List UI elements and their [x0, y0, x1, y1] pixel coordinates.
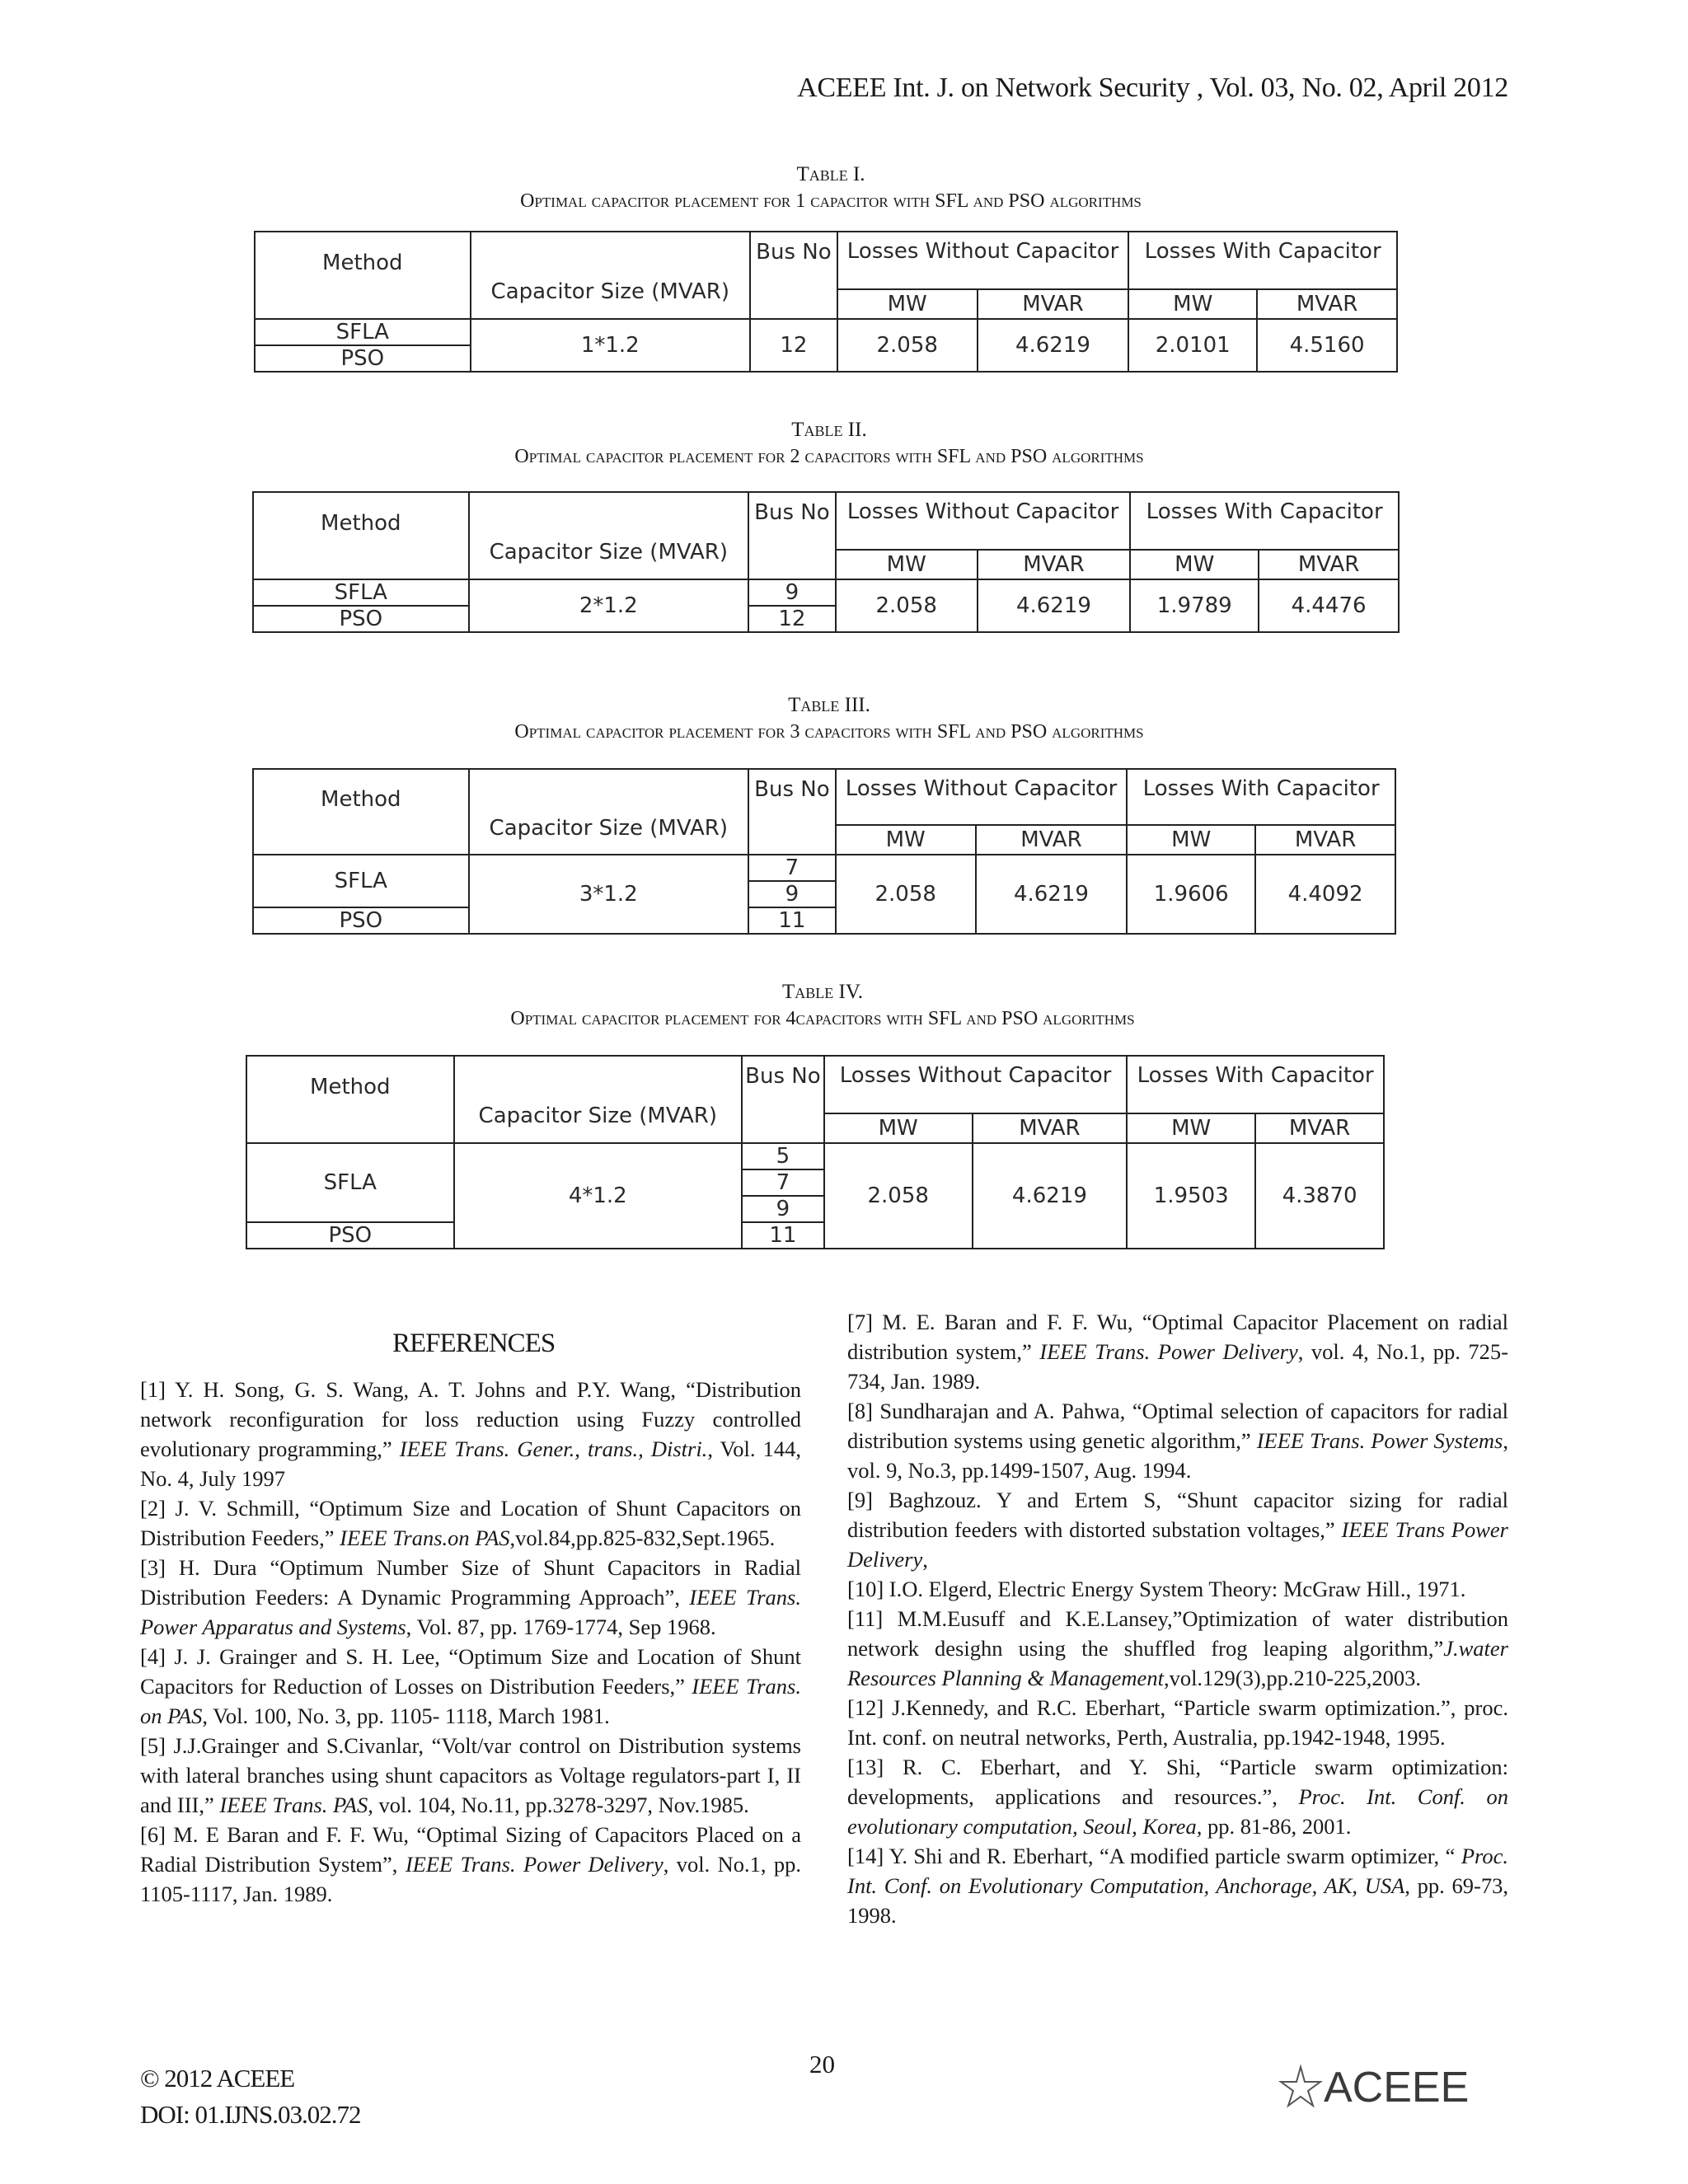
reference-text: [1] Y. H. Song, G. S. Wang, A. T. Johns and P.Y. Wang, “Distribution network reconfiguration for loss reduction using Fuzzy controlled evolutionary programming,”	[140, 1377, 801, 1461]
bus-no-cell: 12	[750, 319, 837, 372]
losses-with-header: Losses With Capacitor	[1128, 232, 1397, 289]
with-mvar-cell: 4.4092	[1255, 855, 1395, 934]
table-caption	[5, 417, 1653, 470]
reference-italic: IEEE Trans. Gener., trans., Distri.	[399, 1436, 708, 1461]
method-cell: PSO	[253, 907, 469, 934]
losses-with-header: Losses With Capacitor	[1127, 769, 1395, 825]
header-row	[253, 769, 1395, 825]
mw-header: MW	[836, 825, 976, 855]
reference-text: [14] Y. Shi and R. Eberhart, “A modified particle swarm optimizer, “	[847, 1844, 1461, 1868]
table-label: Table III.	[788, 694, 870, 716]
aceee-logo	[1276, 2060, 1511, 2110]
reference-text: , vol. 9, No.3, pp.1499-1507, Aug. 1994.	[847, 1428, 1508, 1483]
table-caption	[0, 979, 1647, 1032]
method-cell: SFLA	[253, 579, 469, 606]
reference-item	[140, 1820, 801, 1909]
mvar-header: MVAR	[1255, 1113, 1384, 1143]
page-number: 20	[809, 2050, 835, 2079]
header-row	[255, 232, 1397, 289]
reference-item	[140, 1375, 801, 1493]
reference-text: [13] R. C. Eberhart, and Y. Shi, “Particle swarm optimization: developments, applications and resources.”,	[847, 1755, 1508, 1809]
reference-italic: IEEE Trans. Power Systems	[1256, 1428, 1503, 1453]
mw-header: MW	[824, 1113, 973, 1143]
mw-header: MW	[1127, 1113, 1255, 1143]
reference-item	[847, 1604, 1508, 1693]
results-table	[254, 231, 1398, 373]
without-mw-cell: 2.058	[837, 319, 978, 372]
without-mw-cell: 2.058	[836, 855, 976, 934]
with-mw-cell: 1.9606	[1127, 855, 1255, 934]
reference-item	[140, 1553, 801, 1642]
without-mw-cell: 2.058	[836, 579, 978, 632]
without-mvar-cell: 4.6219	[973, 1143, 1128, 1249]
reference-italic: IEEE Trans Power Delivery	[847, 1517, 1508, 1572]
reference-item	[847, 1693, 1508, 1752]
table-label: Table I.	[796, 163, 865, 185]
mw-header: MW	[1130, 550, 1259, 579]
reference-italic: IEEE Trans. Power Delivery	[1039, 1339, 1298, 1364]
reference-item	[140, 1493, 801, 1553]
bus-no-cell: 7	[748, 855, 836, 881]
reference-item	[847, 1574, 1508, 1604]
capacitor-size-header: Capacitor Size (MVAR)	[469, 492, 748, 579]
star-icon	[1281, 2067, 1320, 2106]
method-header: Method	[253, 492, 469, 579]
reference-item	[847, 1841, 1508, 1930]
reference-text: , Vol. 144, No. 4, July 1997	[140, 1436, 801, 1491]
reference-item	[140, 1731, 801, 1820]
doi: DOI: 01.IJNS.03.02.72	[140, 2100, 361, 2129]
reference-text: [8] Sundharajan and A. Pahwa, “Optimal selection of capacitors for radial distribution systems using genetic algorithm,”	[847, 1399, 1508, 1453]
bus-no-cell: 11	[742, 1222, 824, 1249]
without-mvar-cell: 4.6219	[978, 579, 1131, 632]
reference-text: [3] H. Dura “Optimum Number Size of Shunt Capacitors in Radial Distribution Feeders: A Dynamic Programming Approach”,	[140, 1555, 801, 1610]
reference-text: [4] J. J. Grainger and S. H. Lee, “Optimum Size and Location of Shunt Capacitors for Reduction of Losses on Distribution Feeders,”	[140, 1644, 801, 1699]
bus-no-cell: 11	[748, 907, 836, 934]
mvar-header: MVAR	[1255, 825, 1395, 855]
capacitor-size-header: Capacitor Size (MVAR)	[471, 232, 750, 319]
with-mw-cell: 1.9789	[1130, 579, 1259, 632]
reference-text: , vol. 104, No.11, pp.3278-3297, Nov.1985.	[368, 1793, 749, 1817]
losses-with-header: Losses With Capacitor	[1127, 1056, 1384, 1113]
running-header: ACEEE Int. J. on Network Security , Vol. 03, No. 02, April 2012	[797, 73, 1508, 103]
bus-no-cell: 7	[742, 1169, 824, 1196]
table-label: Table IV.	[782, 981, 863, 1003]
references-left-column	[140, 1375, 801, 1909]
reference-item	[847, 1752, 1508, 1841]
method-cell: PSO	[253, 606, 469, 632]
header-row	[246, 1056, 1384, 1113]
results-table	[246, 1055, 1385, 1249]
reference-text: , vol. 4, No.1, pp. 725- 734, Jan. 1989.	[847, 1339, 1509, 1394]
bus-no-cell: 9	[742, 1196, 824, 1222]
reference-text: , Vol. 87, pp. 1769-1774, Sep 1968.	[406, 1615, 716, 1639]
copyright: © 2012 ACEEE	[140, 2064, 295, 2093]
reference-text: pp. 69-73, 1998.	[847, 1873, 1508, 1928]
reference-item	[847, 1307, 1508, 1396]
table-caption	[7, 162, 1655, 214]
capacitor-size-cell: 2*1.2	[469, 579, 748, 632]
with-mw-cell: 1.9503	[1127, 1143, 1255, 1249]
bus-no-header: Bus No	[748, 769, 836, 855]
reference-italic: IEEE Trans. Power Apparatus and Systems	[140, 1585, 801, 1639]
capacitor-size-cell: 3*1.2	[469, 855, 748, 934]
reference-italic: Proc. Int. Conf. on Evolutionary Computation, Anchorage, AK, USA,	[847, 1844, 1508, 1898]
table-title: Optimal capacitor placement for 2 capacitors with SFL and PSO algorithms	[514, 446, 1144, 467]
bus-no-cell: 9	[748, 881, 836, 907]
bus-no-header: Bus No	[742, 1056, 824, 1143]
method-cell: PSO	[246, 1222, 454, 1249]
reference-text: pp. 81-86, 2001.	[1202, 1814, 1352, 1839]
method-cell: SFLA	[253, 855, 469, 907]
reference-text: [9] Baghzouz. Y and Ertem S, “Shunt capacitor sizing for radial distribution feeders with distorted substation voltages,”	[847, 1488, 1508, 1542]
bus-no-cell: 12	[748, 606, 836, 632]
with-mvar-cell: 4.4476	[1259, 579, 1399, 632]
reference-text: [10] I.O. Elgerd, Electric Energy System Theory: McGraw Hill., 1971.	[847, 1577, 1466, 1601]
with-mw-cell: 2.0101	[1128, 319, 1257, 372]
method-cell: PSO	[255, 345, 471, 372]
results-table	[252, 491, 1400, 633]
reference-text: [5] J.J.Grainger and S.Civanlar, “Volt/var control on Distribution systems with lateral branches using shunt capacitors as Voltage regulators-part I, II and III,”	[140, 1733, 801, 1817]
mvar-header: MVAR	[978, 550, 1131, 579]
mw-header: MW	[837, 289, 978, 319]
logo-text: ACEEE	[1324, 2064, 1470, 2110]
mvar-header: MVAR	[978, 289, 1129, 319]
method-header: Method	[255, 232, 471, 319]
without-mw-cell: 2.058	[824, 1143, 973, 1249]
losses-with-header: Losses With Capacitor	[1130, 492, 1399, 550]
mvar-header: MVAR	[1259, 550, 1399, 579]
table-caption	[5, 692, 1653, 745]
reference-text: [12] J.Kennedy, and R.C. Eberhart, “Particle swarm optimization.”, proc. Int. conf. on neutral networks, Perth, Australia, pp.1942-1948, 1995.	[847, 1695, 1508, 1750]
reference-text: ,vol.129(3),pp.210-225,2003.	[1163, 1666, 1422, 1690]
table-row	[255, 319, 1397, 345]
with-mvar-cell: 4.5160	[1257, 319, 1397, 372]
method-header: Method	[246, 1056, 454, 1143]
reference-italic: IEEE Trans. PAS	[219, 1793, 368, 1817]
losses-without-header: Losses Without Capacitor	[836, 492, 1130, 550]
references-heading: REFERENCES	[392, 1329, 556, 1358]
reference-text: [11] M.M.Eusuff and K.E.Lansey,”Optimization of water distribution network desighn using the shuffled frog leaping algorithm,”	[847, 1606, 1508, 1661]
reference-item	[140, 1642, 801, 1731]
with-mvar-cell: 4.3870	[1255, 1143, 1384, 1249]
bus-no-cell: 5	[742, 1143, 824, 1169]
losses-without-header: Losses Without Capacitor	[836, 769, 1128, 825]
capacitor-size-cell: 4*1.2	[454, 1143, 742, 1249]
capacitor-size-cell: 1*1.2	[471, 319, 750, 372]
method-cell: SFLA	[246, 1143, 454, 1222]
method-header: Method	[253, 769, 469, 855]
capacitor-size-header: Capacitor Size (MVAR)	[454, 1056, 742, 1143]
reference-italic: IEEE Trans. on PAS	[140, 1674, 801, 1728]
table-title: Optimal capacitor placement for 4capacitors with SFL and PSO algorithms	[510, 1008, 1135, 1029]
mvar-header: MVAR	[1257, 289, 1397, 319]
bus-no-header: Bus No	[750, 232, 837, 319]
header-row	[253, 492, 1399, 550]
reference-item	[847, 1396, 1508, 1485]
mw-header: MW	[1128, 289, 1257, 319]
without-mvar-cell: 4.6219	[978, 319, 1129, 372]
results-table	[252, 768, 1396, 935]
reference-text: [2] J. V. Schmill, “Optimum Size and Location of Shunt Capacitors on Distribution Feeders,”	[140, 1496, 801, 1550]
reference-italic: J.water Resources Planning & Management	[847, 1636, 1508, 1690]
table-row	[253, 855, 1395, 881]
mw-header: MW	[1127, 825, 1255, 855]
table-row	[253, 579, 1399, 606]
mvar-header: MVAR	[976, 825, 1128, 855]
table-label: Table II.	[791, 419, 867, 441]
reference-italic: IEEE Trans. Power Delivery	[405, 1852, 663, 1877]
reference-text: ,	[922, 1547, 928, 1572]
reference-text: [7] M. E. Baran and F. F. Wu, “Optimal Capacitor Placement on radial distribution system,”	[847, 1310, 1508, 1364]
reference-item	[847, 1485, 1508, 1574]
reference-text: , Vol. 100, No. 3, pp. 1105- 1118, March 1981.	[202, 1704, 610, 1728]
bus-no-cell: 9	[748, 579, 836, 606]
capacitor-size-header: Capacitor Size (MVAR)	[469, 769, 748, 855]
losses-without-header: Losses Without Capacitor	[837, 232, 1129, 289]
footer-left	[140, 2060, 360, 2133]
losses-without-header: Losses Without Capacitor	[824, 1056, 1127, 1113]
table-title: Optimal capacitor placement for 1 capacitor with SFL and PSO algorithms	[520, 190, 1142, 212]
reference-text: ,vol.84,pp.825-832,Sept.1965.	[509, 1526, 776, 1550]
method-cell: SFLA	[255, 319, 471, 345]
table-row	[246, 1143, 1384, 1169]
reference-italic: IEEE Trans.on PAS	[340, 1526, 510, 1550]
references-right-column	[847, 1307, 1508, 1930]
reference-text: [6] M. E Baran and F. F. Wu, “Optimal Sizing of Capacitors Placed on a Radial Distribution System”,	[140, 1822, 801, 1877]
mvar-header: MVAR	[973, 1113, 1128, 1143]
bus-no-header: Bus No	[748, 492, 836, 579]
table-title: Optimal capacitor placement for 3 capacitors with SFL and PSO algorithms	[514, 721, 1144, 743]
reference-text: , vol. No.1, pp. 1105-1117, Jan. 1989.	[140, 1852, 802, 1906]
without-mvar-cell: 4.6219	[976, 855, 1128, 934]
reference-italic: Proc. Int. Conf. on evolutionary computation, Seoul, Korea,	[847, 1784, 1508, 1839]
mw-header: MW	[836, 550, 978, 579]
